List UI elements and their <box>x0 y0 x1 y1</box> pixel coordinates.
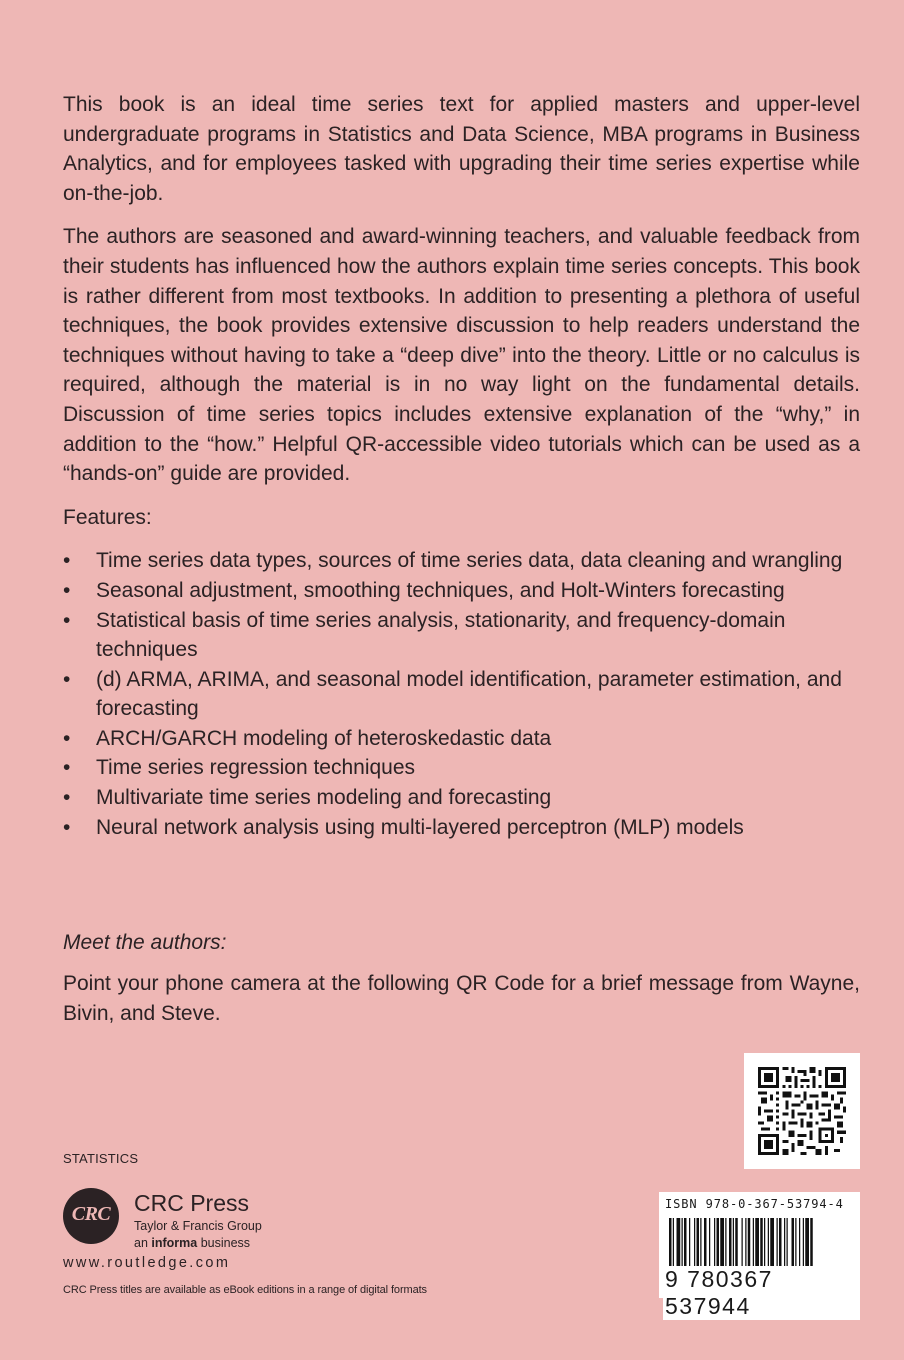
bullet-icon: • <box>63 815 71 839</box>
feature-item <box>63 665 860 724</box>
crc-logo-icon <box>63 1188 119 1244</box>
feature-text: Multivariate time series modeling and forecasting <box>96 786 552 810</box>
feature-text: Time series regression techniques <box>96 756 416 780</box>
publisher-informa: an informa business <box>134 1236 251 1250</box>
publisher-name: CRC Press <box>134 1190 250 1216</box>
feature-item <box>63 546 860 576</box>
feature-item <box>63 576 860 606</box>
bullet-icon: • <box>63 608 71 632</box>
qr-instruction-text: Point your phone camera at the following QR Code for a brief message from Wayne, Bivin, and Steve. <box>63 972 860 1025</box>
meet-authors-heading: Meet the authors: <box>63 931 227 954</box>
feature-text: Neural network analysis using multi-layered perceptron (MLP) models <box>96 815 744 839</box>
qr-code-icon <box>758 1067 846 1155</box>
back-cover-text <box>63 90 860 842</box>
feature-item <box>63 813 860 843</box>
barcode-digits: 9 780367 537944 <box>663 1266 860 1320</box>
crc-logo-text: CRC <box>71 1203 111 1225</box>
feature-text: Seasonal adjustment, smoothing techniques, and Holt-Winters forecasting <box>96 578 785 602</box>
bullet-icon: • <box>63 786 71 810</box>
publisher-website-link[interactable]: www.routledge.com <box>63 1255 231 1271</box>
bullet-icon: • <box>63 667 71 691</box>
features-list <box>63 546 860 842</box>
feature-text: Time series data types, sources of time series data, data cleaning and wrangling <box>96 549 843 573</box>
ebook-note: CRC Press titles are available as eBook editions in a range of digital formats <box>63 1284 427 1296</box>
feature-item <box>63 606 860 665</box>
feature-text: (d) ARMA, ARIMA, and seasonal model identification, parameter estimation, and forecasting <box>96 667 842 721</box>
subject-category: STATISTICS <box>63 1151 139 1166</box>
feature-item <box>63 783 860 813</box>
feature-text: Statistical basis of time series analysis, stationarity, and frequency-domain techniques <box>96 608 786 662</box>
bullet-icon: • <box>63 549 71 573</box>
description-paragraph-1: This book is an ideal time series text for applied masters and upper-level undergraduate programs in Statistics and Data Science, MBA programs in Business Analytics, and for employees tasked with upgrading their time series expertise while on-the-job. <box>63 93 860 205</box>
publisher-group: Taylor & Francis Group <box>134 1219 262 1233</box>
feature-item <box>63 724 860 754</box>
isbn-barcode <box>659 1192 860 1319</box>
bullet-icon: • <box>63 726 71 750</box>
feature-text: ARCH/GARCH modeling of heteroskedastic data <box>96 726 552 750</box>
isbn-label: ISBN 978-0-367-53794-4 <box>665 1197 844 1211</box>
description-paragraph-2: The authors are seasoned and award-winning teachers, and valuable feedback from their students has influenced how the authors explain time series concepts. This book is rather different from most textbooks. In addition to presenting a plethora of useful techniques, the book provides extensive discussion to help readers understand the techniques without having to take a “deep dive” into the theory. Little or no calculus is required, although the material is in no way light on the fundamental details. Discussion of time series topics includes extensive explanation of the “why,” in addition to the “how.” Helpful QR-accessible video tutorials which can be used as a “hands-on” guide are provided. <box>63 225 860 486</box>
features-heading: Features: <box>63 505 152 529</box>
bullet-icon: • <box>63 756 71 780</box>
qr-code[interactable] <box>744 1053 860 1169</box>
bullet-icon: • <box>63 578 71 602</box>
feature-item <box>63 753 860 783</box>
